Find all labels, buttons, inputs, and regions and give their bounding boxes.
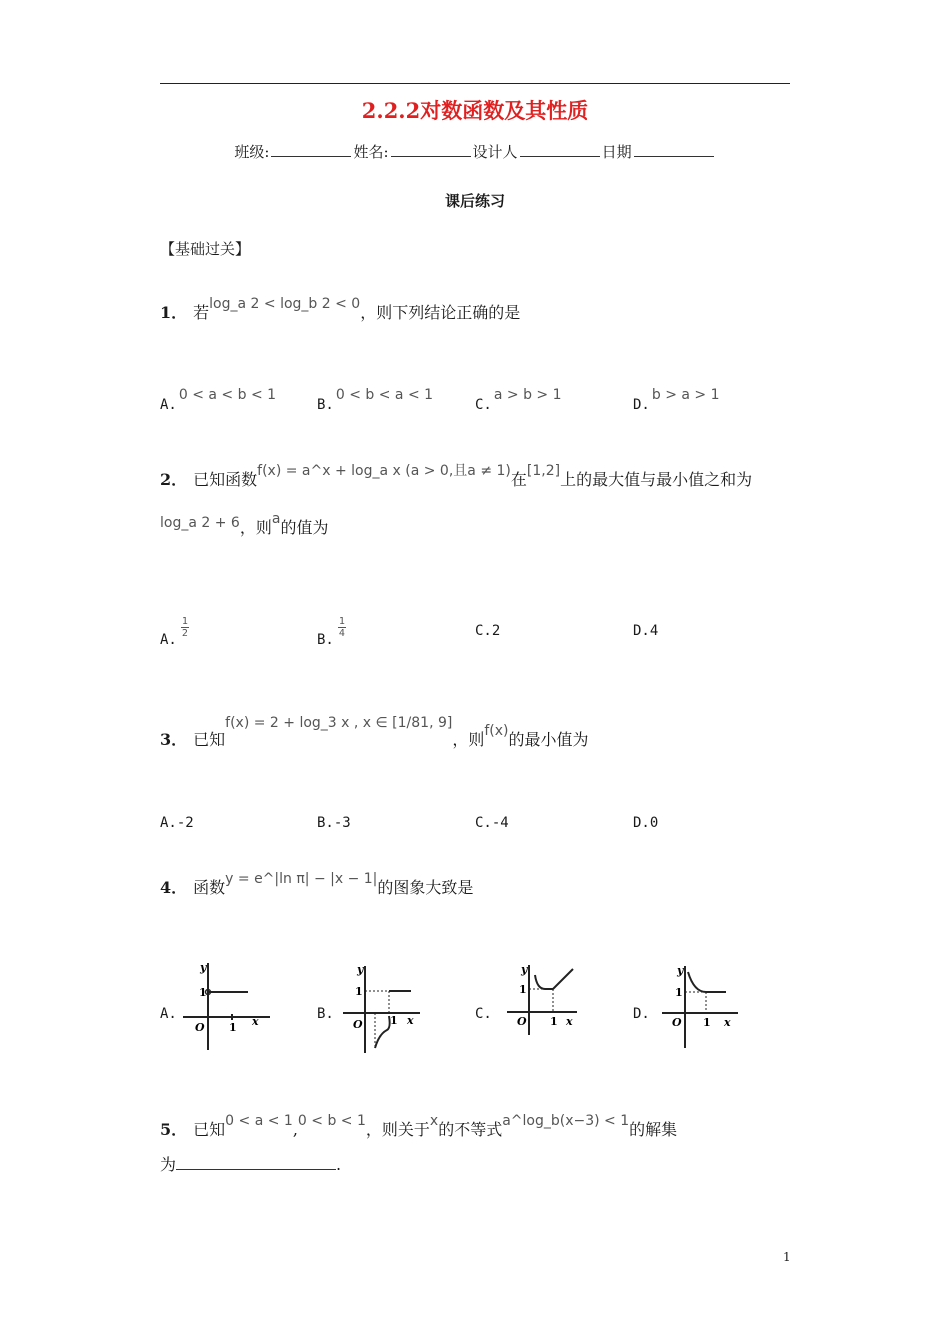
option-value: 0 <box>649 815 659 831</box>
question-text: 已知 <box>193 1120 226 1139</box>
class-label: 班级: <box>234 143 270 161</box>
y-label: y <box>200 961 207 974</box>
tick-label: 1 <box>703 1016 711 1029</box>
tick-label: 1 <box>229 1021 237 1034</box>
math-expression: f(x) = 2 + log_3 x , x ∈ [1/81, 9] <box>225 715 453 731</box>
denominator: 2 <box>181 628 188 639</box>
question-text: 已知 <box>193 730 226 749</box>
fraction <box>338 616 346 639</box>
question-2-line2 <box>160 511 329 538</box>
option-math: a > b > 1 <box>493 387 562 403</box>
math-expression: 0 < b < 1 <box>297 1113 366 1129</box>
section-heading: 课后练习 <box>444 192 505 210</box>
question-1 <box>160 296 521 323</box>
question-text: 的最小值为 <box>508 730 589 749</box>
fraction <box>181 616 189 639</box>
option-math: 0 < a < b < 1 <box>178 387 277 403</box>
question-text: , <box>292 1120 298 1139</box>
graph-c[interactable] <box>495 955 605 1055</box>
q2-option-a[interactable] <box>160 616 189 659</box>
q4-option-c-label[interactable]: C. <box>475 1006 492 1022</box>
question-text: ，则 <box>239 518 272 537</box>
y-label: y <box>357 963 364 976</box>
subsection-heading: 【基础过关】 <box>160 240 251 258</box>
x-label: x <box>407 1014 414 1027</box>
tick-label: 1 <box>390 1014 398 1027</box>
option-label: B. <box>317 815 334 831</box>
one-label: 1 <box>675 986 683 999</box>
question-text: 已知函数 <box>193 470 258 489</box>
question-text: 的图象大致是 <box>377 878 474 897</box>
q4-option-b-label[interactable]: B. <box>317 1006 334 1022</box>
question-text: ，则下列结论正确的是 <box>360 303 521 322</box>
q3-option-c[interactable] <box>475 815 509 831</box>
header-rule <box>160 83 790 84</box>
q2-option-c[interactable] <box>475 623 500 639</box>
q1-option-d[interactable] <box>633 387 720 413</box>
one-label: 1 <box>199 986 207 999</box>
q3-option-d[interactable] <box>633 815 658 831</box>
origin-label: O <box>517 1015 527 1028</box>
question-text: 在 <box>510 470 527 489</box>
option-value: -3 <box>333 815 351 831</box>
q2-option-d[interactable] <box>633 623 658 639</box>
question-5-line2 <box>160 1152 341 1175</box>
math-expression: log_a 2 < log_b 2 < 0 <box>209 296 361 312</box>
tick-label: 1 <box>550 1015 558 1028</box>
math-expression: [1,2] <box>526 463 561 479</box>
option-label: D. <box>633 623 650 639</box>
x-label: x <box>566 1015 573 1028</box>
math-expression: y = e^|ln π| − |x − 1| <box>225 871 378 887</box>
question-2 <box>160 463 753 490</box>
name-blank <box>391 142 471 157</box>
question-number: 4． <box>160 878 188 897</box>
option-value: -2 <box>176 815 194 831</box>
option-label: C. <box>475 397 492 413</box>
option-label: D. <box>633 815 650 831</box>
question-number: 1． <box>160 303 188 322</box>
option-label: D. <box>633 397 650 413</box>
y-label: y <box>521 963 528 976</box>
question-text: 的解集 <box>629 1120 678 1139</box>
option-label: A. <box>160 397 177 413</box>
numerator: 1 <box>181 616 188 627</box>
q3-option-b[interactable] <box>317 815 351 831</box>
question-text: . <box>336 1155 342 1174</box>
math-expression: f(x) <box>484 723 509 739</box>
question-number: 3． <box>160 730 188 749</box>
question-text: 若 <box>193 303 210 322</box>
page-title: 2.2.2对数函数及其性质 <box>361 98 589 123</box>
q1-option-a[interactable] <box>160 387 277 413</box>
option-label: A. <box>160 632 177 648</box>
x-label: x <box>724 1016 731 1029</box>
question-text: 为 <box>160 1155 177 1174</box>
graph-d[interactable] <box>650 958 760 1058</box>
math-expression: a^log_b(x−3) < 1 <box>502 1113 630 1129</box>
question-text: 的不等式 <box>438 1120 503 1139</box>
option-label: B. <box>317 632 334 648</box>
option-value: 4 <box>649 623 659 639</box>
question-5 <box>160 1113 678 1140</box>
question-number: 2． <box>160 470 188 489</box>
answer-blank[interactable] <box>176 1155 336 1170</box>
question-text: ，则关于 <box>365 1120 430 1139</box>
graph-b[interactable] <box>335 958 445 1058</box>
option-label: B. <box>317 397 334 413</box>
option-math: b > a > 1 <box>651 387 720 403</box>
math-expression: a <box>271 511 281 527</box>
date-label: 日期 <box>601 143 632 161</box>
question-text: ，则 <box>452 730 485 749</box>
denominator: 4 <box>338 628 345 639</box>
info-line <box>0 141 950 162</box>
origin-label: O <box>672 1016 682 1029</box>
q4-option-a-label[interactable]: A. <box>160 1006 177 1022</box>
page-number: 1 <box>783 1250 791 1264</box>
option-label: A. <box>160 815 177 831</box>
one-label: 1 <box>519 983 527 996</box>
class-blank <box>271 142 351 157</box>
option-value: 2 <box>491 623 501 639</box>
q2-option-b[interactable] <box>317 616 346 659</box>
origin-label: O <box>195 1021 205 1034</box>
q4-option-d-label[interactable]: D. <box>633 1006 650 1022</box>
graph-a[interactable] <box>178 955 288 1055</box>
q1-option-c[interactable] <box>475 387 562 413</box>
q3-option-a[interactable] <box>160 815 194 831</box>
designer-label: 设计人 <box>472 143 518 161</box>
math-expression: f(x) = a^x + log_a x (a > 0,且a ≠ 1) <box>257 463 511 479</box>
numerator: 1 <box>338 616 345 627</box>
option-math: 0 < b < a < 1 <box>335 387 434 403</box>
question-4 <box>160 871 474 898</box>
question-text: 的值为 <box>280 518 329 537</box>
math-expression: x <box>429 1113 439 1129</box>
origin-label: O <box>353 1018 363 1031</box>
question-text: 上的最大值与最小值之和为 <box>560 470 753 489</box>
option-value: -4 <box>491 815 509 831</box>
name-label: 姓名: <box>353 143 389 161</box>
option-label: C. <box>475 815 492 831</box>
question-text: 函数 <box>193 878 226 897</box>
q1-option-b[interactable] <box>317 387 434 413</box>
one-label: 1 <box>355 985 363 998</box>
designer-blank <box>520 142 600 157</box>
y-label: y <box>677 964 684 977</box>
option-label: C. <box>475 623 492 639</box>
math-expression: log_a 2 + 6 <box>160 515 240 531</box>
math-expression: 0 < a < 1 <box>225 1113 293 1129</box>
x-label: x <box>252 1015 259 1028</box>
question-3 <box>160 715 589 750</box>
question-number: 5． <box>160 1120 188 1139</box>
date-blank <box>634 142 714 157</box>
